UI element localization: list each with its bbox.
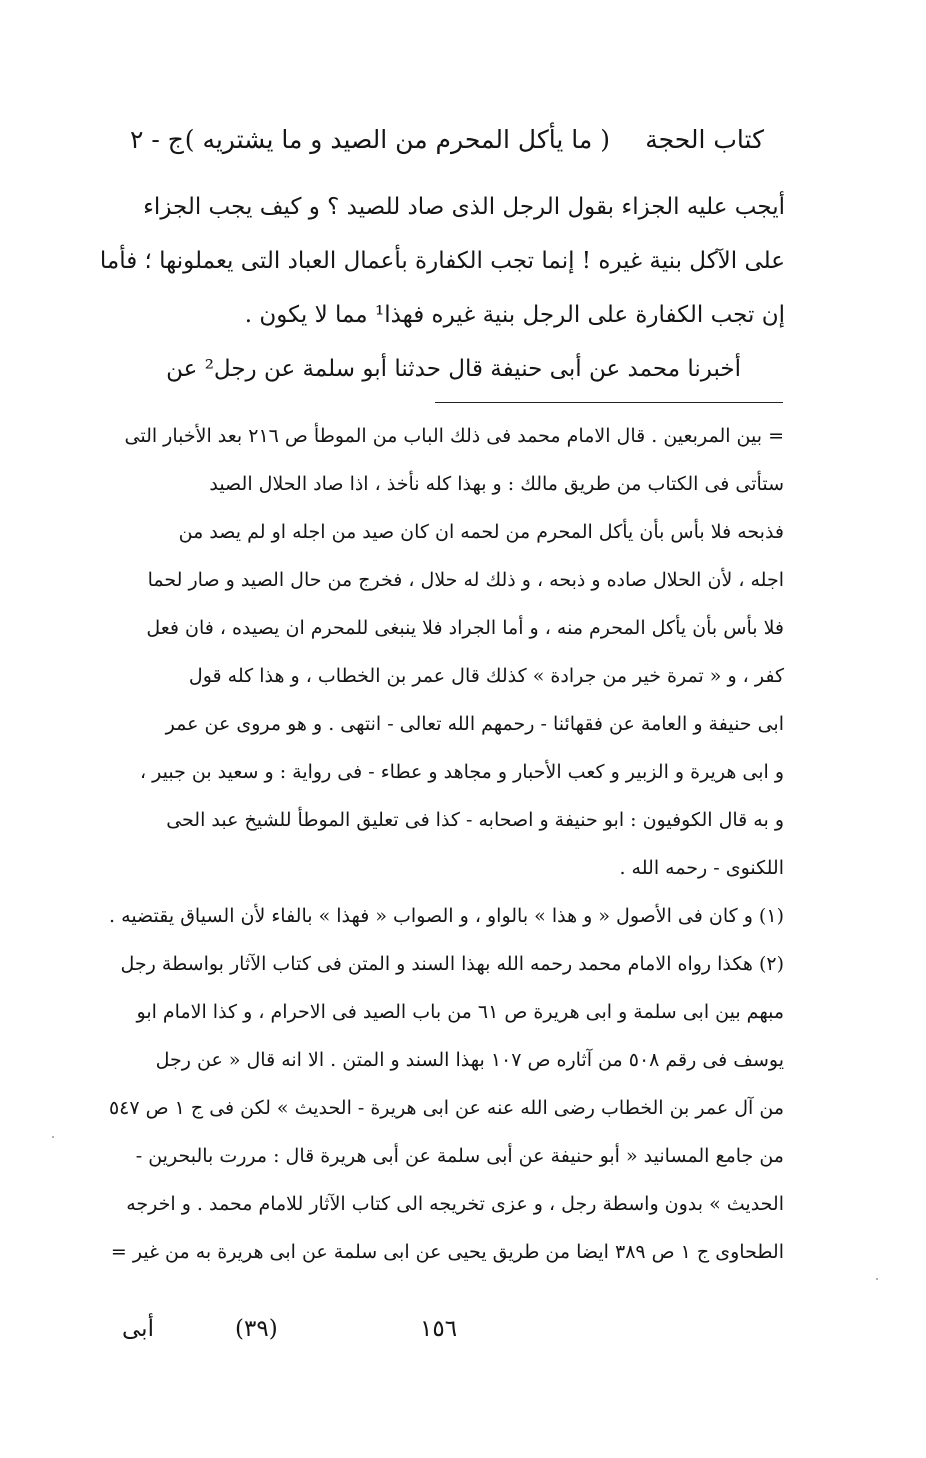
- main-text-body: [99, 180, 785, 396]
- footnote-line: كفر ، و « تمرة خير من جرادة » كذلك قال عمر بن الخطاب ، و هذا كله قول: [188, 665, 784, 687]
- running-header: [120, 125, 770, 169]
- footnote-line: الحديث » بدون واسطة رجل ، و عزى تخريجه الى كتاب الآثار للامام محمد . و اخرجه: [126, 1193, 784, 1215]
- footnote-line: ستأتى فى الكتاب من طريق مالك : و بهذا كله نأخذ ، اذا صاد الحلال الصيد: [209, 473, 784, 495]
- scan-speck: [52, 1136, 54, 1138]
- footnote-line: = بين المربعين . قال الامام محمد فى ذلك الباب من الموطأ ص ٢١٦ بعد الأخبار التى: [124, 425, 784, 447]
- footnote-line: ابى حنيفة و العامة عن فقهائنا - رحمهم الله تعالى - انتهى . و هو مروى عن عمر: [165, 713, 784, 735]
- footnote-line: من جامع المسانيد « أبو حنيفة عن أبى سلمة عن أبى هريرة قال : مررت بالبحرين -: [135, 1145, 784, 1167]
- footnotes: [108, 412, 784, 1276]
- volume-number: ج - ٢: [130, 125, 184, 154]
- main-text-line: أيجب عليه الجزاء بقول الرجل الذى صاد للصيد ؟ و كيف يجب الجزاء: [143, 194, 785, 220]
- chapter-title: ( ما يأكل المحرم من الصيد و ما يشتريه ): [184, 125, 610, 154]
- main-text-line: إن تجب الكفارة على الرجل بنية غيره فهذا¹ مما لا يكون .: [244, 302, 785, 328]
- footnote-line: من آل عمر بن الخطاب رضى الله عنه عن ابى هريرة - الحديث » لكن فى ج ١ ص ٥٤٧: [108, 1097, 784, 1119]
- main-text-line: أخبرنا محمد عن أبى حنيفة قال حدثنا أبو سلمة عن رجل² عن: [166, 356, 741, 382]
- main-text-line: على الآكل بنية غيره ! إنما تجب الكفارة بأعمال العباد التى يعملونها ؛ فأما: [99, 248, 785, 274]
- footnote-line: فذبحه فلا بأس بأن يأكل المحرم من لحمه ان كان صيد من اجله او لم يصد من: [178, 521, 784, 543]
- page-number: ١٥٦: [420, 1316, 458, 1342]
- footnote-line: اللكنوى - رحمه الله .: [619, 857, 784, 879]
- footnote-line: فلا بأس بأن يأكل المحرم منه ، و أما الجراد فلا ينبغى للمحرم ان يصيده ، فان فعل: [146, 617, 784, 639]
- footnote-line: و به قال الكوفيون : ابو حنيفة و اصحابه - كذا فى تعليق الموطأ للشيخ عبد الحى: [166, 809, 784, 831]
- book-title: كتاب الحجة: [645, 125, 764, 154]
- signature-mark: (٣٩): [235, 1316, 278, 1342]
- footnote-line: و ابى هريرة و الزبير و كعب الأحبار و مجاهد و عطاء - فى رواية : و سعيد بن جبير ،: [139, 761, 784, 783]
- catchword: أبى: [122, 1316, 154, 1342]
- footnote-line: الطحاوى ج ١ ص ٣٨٩ ايضا من طريق يحيى عن ابى سلمة عن ابى هريرة به من غير =: [110, 1241, 784, 1263]
- footnote-line: (٢) هكذا رواه الامام محمد رحمه الله بهذا السند و المتن فى كتاب الآثار بواسطة رجل: [120, 953, 784, 975]
- footnote-line: اجله ، لأن الحلال صاده و ذبحه ، و ذلك له حلال ، فخرج من حال الصيد و صار لحما: [147, 569, 784, 591]
- footnote-separator: [435, 402, 783, 403]
- page-footer: [110, 1316, 510, 1356]
- footnote-line: يوسف فى رقم ٥٠٨ من آثاره ص ١٠٧ بهذا السند و المتن . الا انه قال « عن رجل: [155, 1049, 784, 1071]
- footnote-line: مبهم بين ابى سلمة و ابى هريرة ص ٦١ من باب الصيد فى الاحرام ، و كذا الامام ابو: [136, 1001, 784, 1023]
- scan-speck: [876, 1278, 878, 1280]
- footnote-line: (١) و كان فى الأصول « و هذا » بالواو ، و الصواب « فهذا » بالفاء لأن السياق يقتضيه .: [109, 905, 784, 927]
